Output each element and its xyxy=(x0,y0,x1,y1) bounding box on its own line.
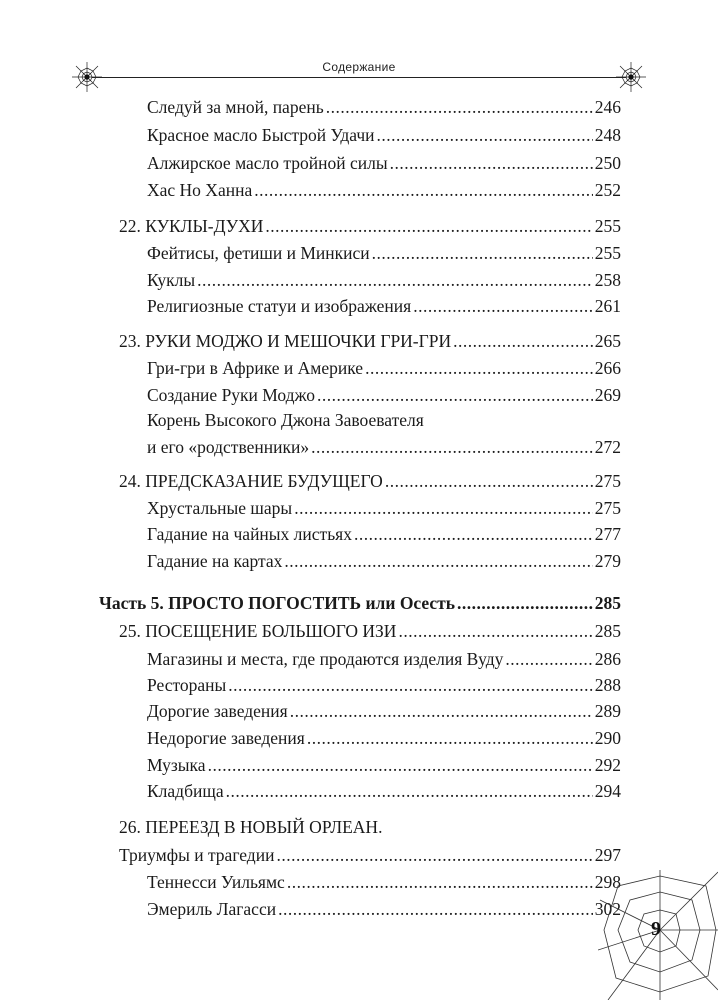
toc-entry-title: Эмериль Лагасси xyxy=(147,899,277,919)
toc-entry-title: Хас Но Ханна xyxy=(147,180,253,200)
toc-leader xyxy=(326,96,593,118)
toc-entry-page: 302 xyxy=(594,899,621,919)
toc-entry-page: 288 xyxy=(594,675,621,695)
toc-entry xyxy=(147,780,621,802)
toc-entry-page: 252 xyxy=(594,180,621,200)
toc-entry-page: 289 xyxy=(594,701,621,721)
toc-leader xyxy=(284,550,592,572)
toc-entry xyxy=(147,754,621,776)
toc-leader xyxy=(390,152,593,174)
toc-leader xyxy=(317,384,593,406)
toc-leader xyxy=(457,592,593,614)
toc-leader xyxy=(354,523,593,545)
toc-entry-title: Следуй за мной, парень xyxy=(147,97,324,117)
toc-leader xyxy=(294,497,593,519)
toc-entry xyxy=(147,436,621,458)
toc-entry-page: 286 xyxy=(594,649,621,669)
toc-chapter xyxy=(119,215,621,237)
toc-leader xyxy=(254,179,593,201)
toc-leader xyxy=(505,648,592,670)
toc-leader xyxy=(311,436,593,458)
toc-entry-page: 279 xyxy=(594,551,621,571)
toc-entry-page: 275 xyxy=(594,471,621,491)
toc-entry-title: Гри-гри в Африке и Америке xyxy=(147,358,364,378)
toc-part xyxy=(99,592,621,614)
toc-leader xyxy=(372,242,593,264)
toc-entry-page: 261 xyxy=(594,296,621,316)
toc-leader xyxy=(265,215,592,237)
toc-entry-title: Алжирское масло тройной силы xyxy=(147,153,388,173)
toc-entry-page: 269 xyxy=(594,385,621,405)
toc-entry xyxy=(147,96,621,118)
toc-chapter xyxy=(119,470,621,492)
toc-entry xyxy=(147,550,621,572)
toc-leader xyxy=(197,269,593,291)
toc-leader xyxy=(228,674,592,696)
toc-entry-title: Гадание на чайных листьях xyxy=(147,524,352,544)
toc-entry-title: и его «родственники» xyxy=(147,437,310,457)
toc-chapter xyxy=(119,330,621,352)
toc-entry-page: 265 xyxy=(594,331,621,351)
toc-leader xyxy=(226,780,593,802)
toc-entry-title: Фейтисы, фетиши и Минкиси xyxy=(147,243,370,263)
toc-entry-page: 275 xyxy=(594,498,621,518)
toc-entry xyxy=(147,523,621,545)
toc-entry-title: 25. ПОСЕЩЕНИЕ БОЛЬШОГО ИЗИ xyxy=(119,621,397,641)
toc-entry xyxy=(147,727,621,749)
toc-entry-page: 255 xyxy=(594,243,621,263)
toc-leader xyxy=(278,898,593,920)
toc-entry xyxy=(147,898,621,920)
toc-chapter xyxy=(119,844,621,866)
toc-entry-page: 292 xyxy=(594,755,621,775)
toc-entry-page: 294 xyxy=(594,781,621,801)
toc-leader xyxy=(398,620,592,642)
toc-entry xyxy=(147,242,621,264)
toc-entry-page: 250 xyxy=(594,153,621,173)
toc-entry-title: Хрустальные шары xyxy=(147,498,293,518)
toc-entry xyxy=(147,384,621,406)
toc-leader xyxy=(276,844,592,866)
toc-leader xyxy=(307,727,593,749)
toc-entry-page: 298 xyxy=(594,872,621,892)
toc-entry-title-line1: Корень Высокого Джона Завоевателя xyxy=(147,410,424,430)
toc-entry-title: Магазины и места, где продаются изделия Вуду xyxy=(147,649,504,669)
toc-entry xyxy=(147,357,621,379)
toc-entry-title: Гадание на картах xyxy=(147,551,283,571)
toc-entry-title: Недорогие заведения xyxy=(147,728,305,748)
toc-entry-page: 297 xyxy=(594,845,621,865)
toc-entry-page: 285 xyxy=(594,621,621,641)
toc-chapter xyxy=(119,620,621,642)
toc-entry-title: Красное масло Быстрой Удачи xyxy=(147,125,375,145)
toc-entry-title: Религиозные статуи и изображения xyxy=(147,296,412,316)
toc-entry xyxy=(147,295,621,317)
toc-entry-page: 285 xyxy=(594,593,621,613)
page-number: 9 xyxy=(651,918,661,940)
toc-entry-page: 266 xyxy=(594,358,621,378)
toc-entry-title-line1: 26. ПЕРЕЕЗД В НОВЫЙ ОРЛЕАН. xyxy=(119,817,383,837)
toc-entry-title: 23. РУКИ МОДЖО И МЕШОЧКИ ГРИ-ГРИ xyxy=(119,331,452,351)
toc-entry-page: 248 xyxy=(594,125,621,145)
toc-leader xyxy=(287,871,593,893)
toc-entry-title: 24. ПРЕДСКАЗАНИЕ БУДУЩЕГО xyxy=(119,471,383,491)
toc-entry-page: 246 xyxy=(594,97,621,117)
toc-entry-title: Создание Руки Моджо xyxy=(147,385,315,405)
toc-entry xyxy=(147,152,621,174)
toc-entry-title: Триумфы и трагедии xyxy=(119,845,275,865)
toc-entry xyxy=(147,269,621,291)
toc-entry-page: 272 xyxy=(594,437,621,457)
toc-entry-title: Кладбища xyxy=(147,781,224,801)
toc-leader xyxy=(365,357,593,379)
toc-entry-page: 290 xyxy=(594,728,621,748)
toc-entry-page: 277 xyxy=(594,524,621,544)
toc-leader xyxy=(453,330,593,352)
toc-entry-title: Часть 5. ПРОСТО ПОГОСТИТЬ или Осесть xyxy=(99,593,456,613)
toc-entry-title: Музыка xyxy=(147,755,206,775)
toc-leader xyxy=(413,295,593,317)
toc-entry xyxy=(147,700,621,722)
toc-entry-title: Рестораны xyxy=(147,675,227,695)
toc-entry-title: 22. КУКЛЫ-ДУХИ xyxy=(119,216,264,236)
toc-entry-page: 255 xyxy=(594,216,621,236)
toc-entry xyxy=(147,674,621,696)
toc-leader xyxy=(290,700,593,722)
toc-entry xyxy=(147,179,621,201)
toc-entry-title: Дорогие заведения xyxy=(147,701,288,721)
toc-leader xyxy=(385,470,593,492)
toc-leader xyxy=(208,754,593,776)
toc-leader xyxy=(377,124,593,146)
toc-entry-title: Куклы xyxy=(147,270,196,290)
toc-entry-title: Теннесси Уильямс xyxy=(147,872,285,892)
header-title: Содержание xyxy=(322,60,396,74)
toc-entry xyxy=(147,497,621,519)
toc-entry-page: 258 xyxy=(594,270,621,290)
toc-entry xyxy=(147,648,621,670)
toc-entry xyxy=(147,124,621,146)
toc-entry xyxy=(147,871,621,893)
